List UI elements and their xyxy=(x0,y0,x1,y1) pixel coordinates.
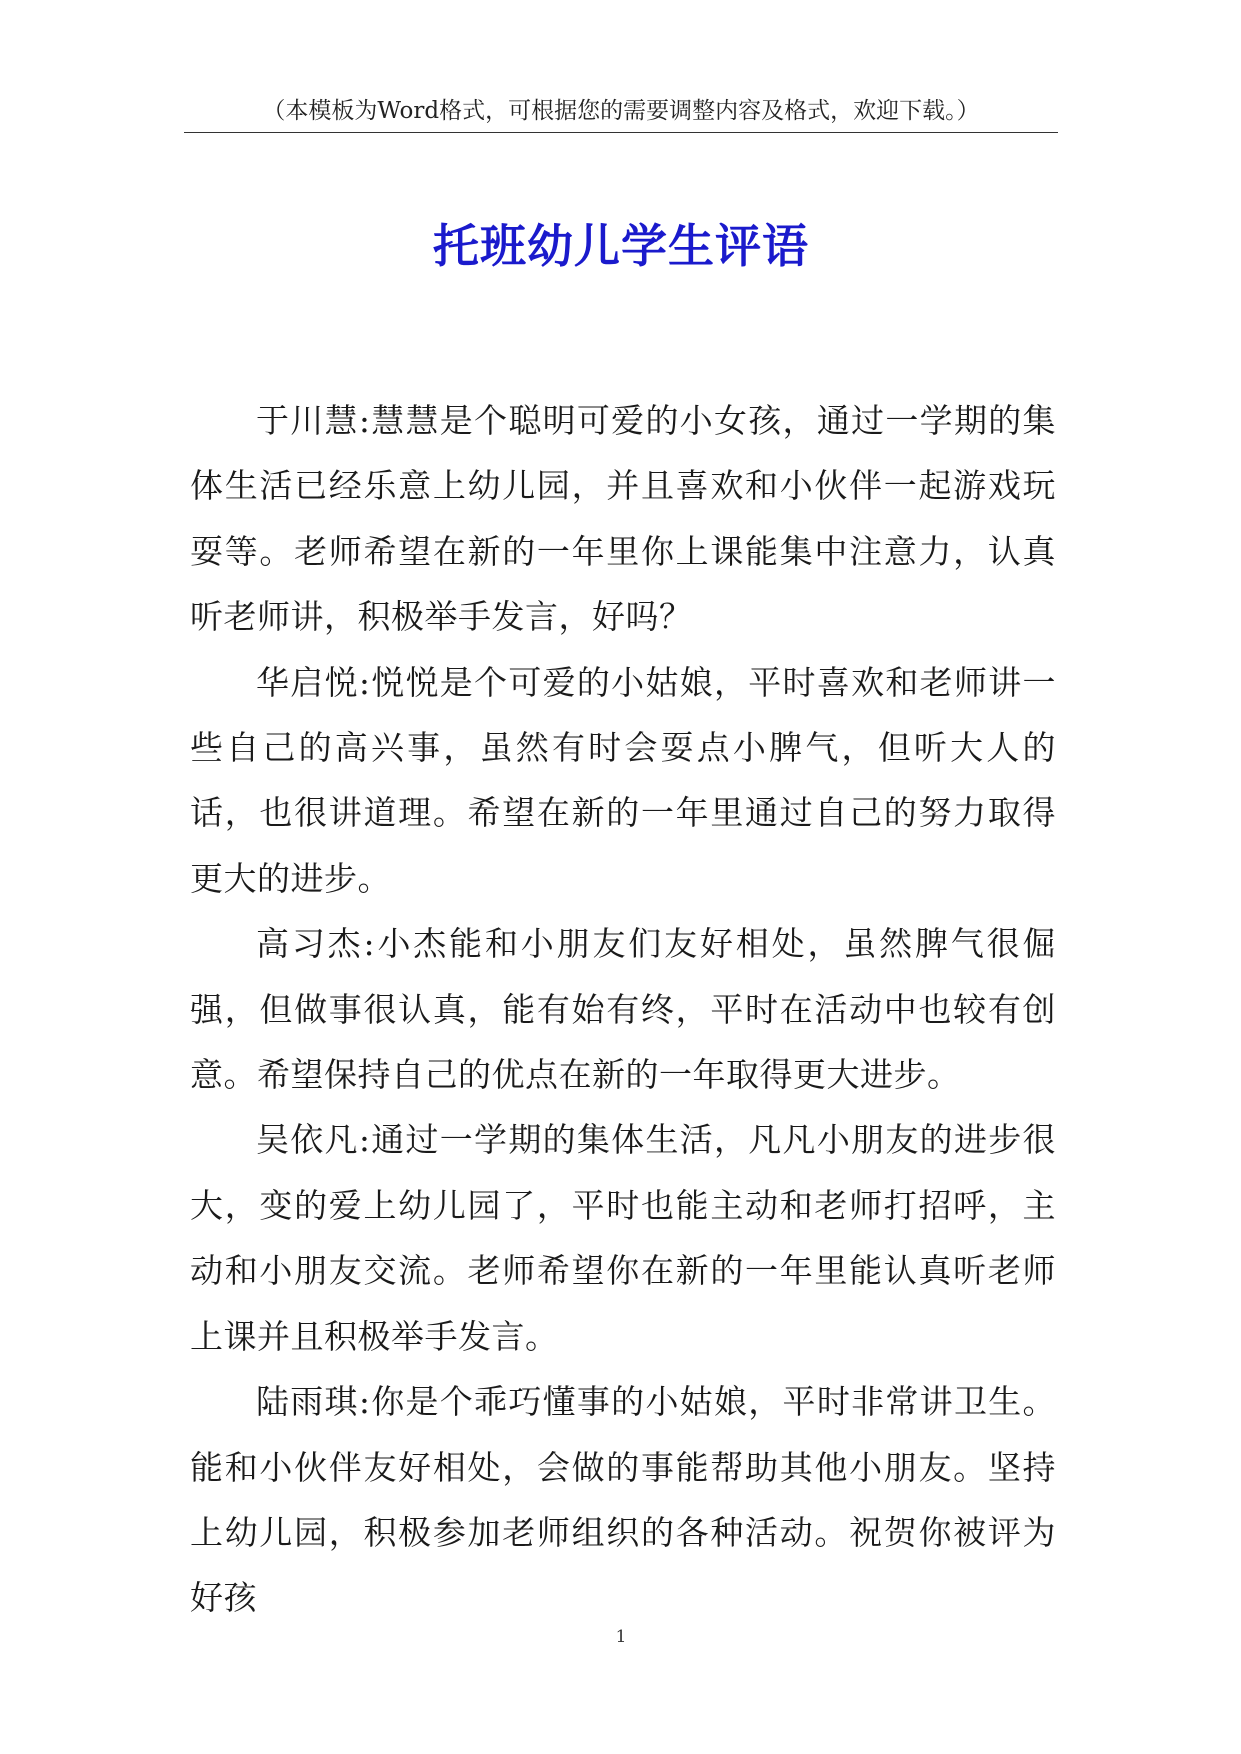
paragraph-4: 吴依凡:通过一学期的集体生活，凡凡小朋友的进步很大，变的爱上幼儿园了，平时也能主动和老师打招呼，主动和小朋友交流。老师希望你在新的一年里能认真听老师上课并且积极举手发言。 xyxy=(190,1120,1056,1356)
paragraph-1: 于川慧:慧慧是个聪明可爱的小女孩，通过一学期的集体生活已经乐意上幼儿园，并且喜欢和小伙伴一起游戏玩耍等。老师希望在新的一年里你上课能集中注意力，认真听老师讲，积极举手发言，好吗？ xyxy=(190,401,1056,637)
header-divider xyxy=(184,132,1058,133)
paragraph-5: 陆雨琪:你是个乖巧懂事的小姑娘，平时非常讲卫生。能和小伙伴友好相处，会做的事能帮助其他小朋友。坚持上幼儿园，积极参加老师组织的各种活动。祝贺你被评为好孩 xyxy=(190,1382,1056,1618)
header-note: （本模板为Word格式，可根据您的需要调整内容及格式，欢迎下载。） xyxy=(262,98,980,124)
document-title: 托班幼儿学生评语 xyxy=(433,219,809,273)
page-number: 1 xyxy=(615,1627,627,1647)
paragraph-3: 高习杰:小杰能和小朋友们友好相处，虽然脾气很倔强，但做事很认真，能有始有终，平时在活动中也较有创意。希望保持自己的优点在新的一年取得更大进步。 xyxy=(190,924,1056,1095)
paragraph-2: 华启悦:悦悦是个可爱的小姑娘，平时喜欢和老师讲一些自己的高兴事，虽然有时会耍点小脾气，但听大人的话，也很讲道理。希望在新的一年里通过自己的努力取得更大的进步。 xyxy=(190,662,1056,898)
document-body xyxy=(190,388,1056,1631)
